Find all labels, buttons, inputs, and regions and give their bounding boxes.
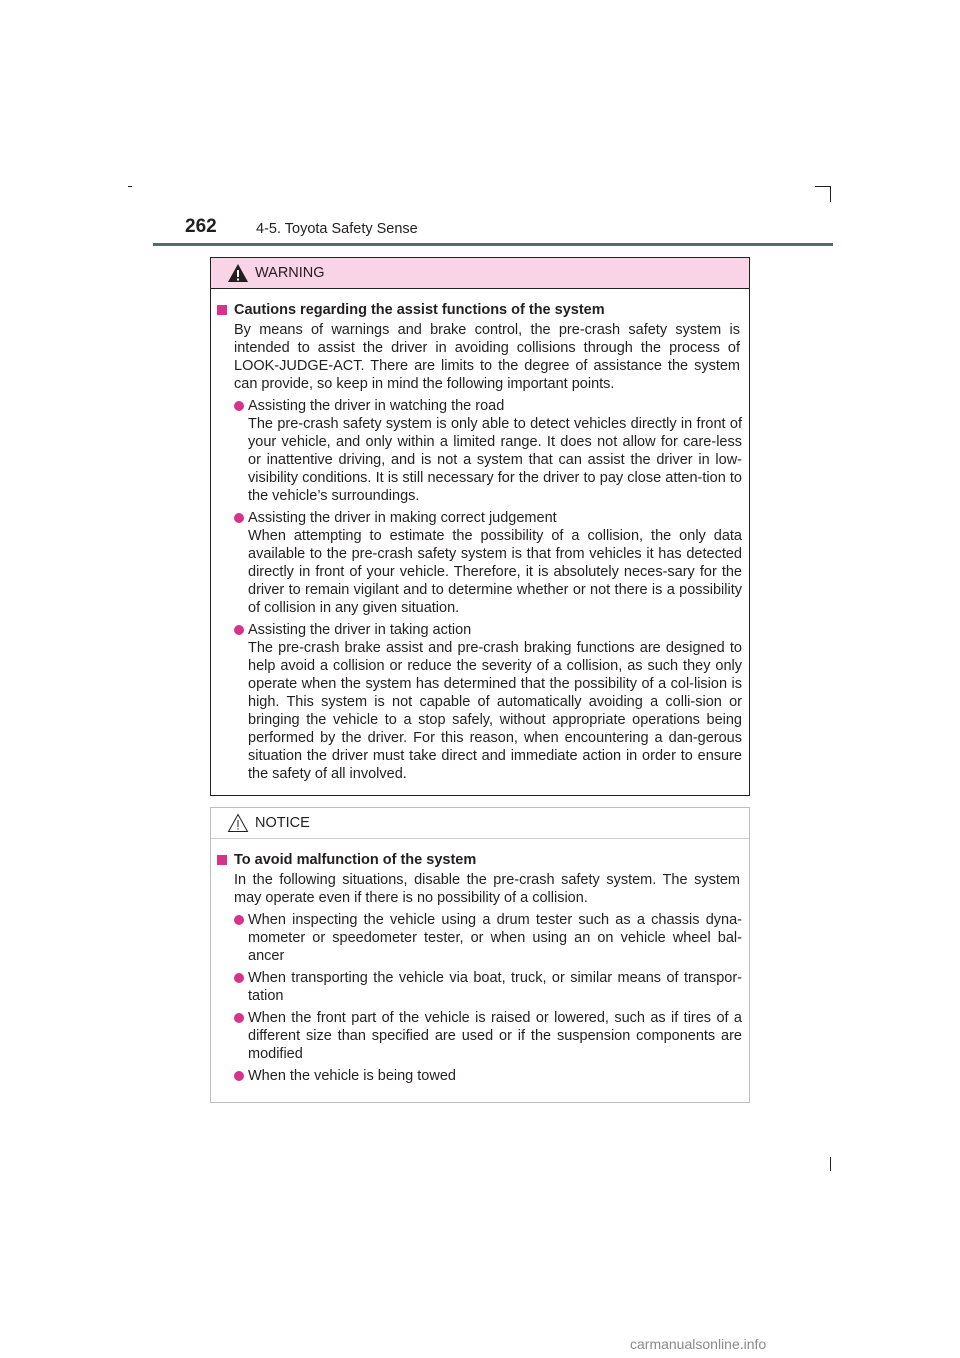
warning-label: WARNING xyxy=(255,265,325,281)
warning-item-title: Assisting the driver in making correct judgement xyxy=(248,510,557,526)
notice-label: NOTICE xyxy=(255,815,310,831)
notice-item xyxy=(217,911,743,965)
warning-intro: By means of warnings and brake control, the pre-crash safety system is intended to assist the driver in avoiding collisions through the process of LOOK-JUDGE-ACT. There are limits to the degree of assistance the system can provide, so keep in mind the following important points. xyxy=(234,322,740,392)
warning-body xyxy=(211,289,749,783)
warning-item xyxy=(217,621,743,783)
warning-header xyxy=(211,258,749,289)
warning-heading-text: Cautions regarding the assist functions of the system xyxy=(234,302,605,318)
warning-heading xyxy=(217,301,743,319)
notice-heading xyxy=(217,851,743,869)
warning-item xyxy=(217,397,743,505)
page-header xyxy=(153,216,833,246)
notice-item xyxy=(217,969,743,1005)
warning-item-title: Assisting the driver in taking action xyxy=(248,622,472,638)
crop-mark-top-right-h xyxy=(815,186,831,187)
notice-item-text: When inspecting the vehicle using a drum tester such as a chassis dyna-mometer or speedometer tester, or when using an on vehicle wheel bal-ancer xyxy=(248,912,742,964)
caution-triangle-icon xyxy=(227,813,251,833)
crop-mark-top-right-v xyxy=(830,186,831,202)
crop-mark-top-left xyxy=(128,186,132,187)
notice-item-text: When the front part of the vehicle is raised or lowered, such as if tires of a different size than specified are used or if the suspension components are modified xyxy=(248,1010,742,1062)
circle-bullet-icon xyxy=(234,1013,244,1023)
section-title: 4-5. Toyota Safety Sense xyxy=(256,221,418,237)
notice-heading-text: To avoid malfunction of the system xyxy=(234,852,477,868)
warning-item xyxy=(217,509,743,617)
circle-bullet-icon xyxy=(234,513,244,523)
circle-bullet-icon xyxy=(234,915,244,925)
circle-bullet-icon xyxy=(234,625,244,635)
warning-triangle-icon xyxy=(227,263,251,283)
header-rule xyxy=(153,243,833,246)
warning-item-title: Assisting the driver in watching the road xyxy=(248,398,505,414)
notice-item-text: When the vehicle is being towed xyxy=(248,1068,456,1084)
crop-mark-bottom-right xyxy=(830,1157,831,1171)
circle-bullet-icon xyxy=(234,973,244,983)
notice-intro: In the following situations, disable the pre-crash safety system. The system may operate even if there is no possibility of a collision. xyxy=(234,872,740,906)
watermark: carmanualsonline.info xyxy=(630,1336,767,1352)
warning-item-text: The pre-crash safety system is only able to detect vehicles directly in front of your vehicle, and only within a limited range. It does not allow for care-less or inattentive driving, and is not a system that can assist the driver in low-visibility conditions. It is still necessary for the driver to pay close atten-tion to the vehicle’s surroundings. xyxy=(248,416,742,504)
circle-bullet-icon xyxy=(234,401,244,411)
notice-item-text: When transporting the vehicle via boat, truck, or similar means of transpor-tation xyxy=(248,970,742,1004)
warning-box xyxy=(210,257,750,796)
page-number: 262 xyxy=(185,216,217,237)
circle-bullet-icon xyxy=(234,1071,244,1081)
notice-body xyxy=(211,839,749,1085)
warning-item-text: The pre-crash brake assist and pre-crash braking functions are designed to help avoid a collision or reduce the severity of a collision, as such they only operate when the system has determined that the possibility of a col-lision is high. This system is not capable of automatically avoiding a colli-sion or bringing the vehicle to a stop safely, without appropriate operations being performed by the driver. For this reason, when encountering a dan-gerous situation the driver must take direct and immediate action in order to ensure the safety of all involved. xyxy=(248,640,742,782)
square-bullet-icon xyxy=(217,305,227,315)
notice-box xyxy=(210,807,750,1103)
warning-item-text: When attempting to estimate the possibility of a collision, the only data available to the pre-crash safety system is that from vehicles it has detected directly in front of your vehicle. Therefore, it is absolutely neces-sary for the driver to remain vigilant and to determine whether or not there is a possibility of collision in any given situation. xyxy=(248,528,742,616)
notice-item xyxy=(217,1009,743,1063)
notice-header xyxy=(211,808,749,839)
notice-item xyxy=(217,1067,743,1085)
square-bullet-icon xyxy=(217,855,227,865)
